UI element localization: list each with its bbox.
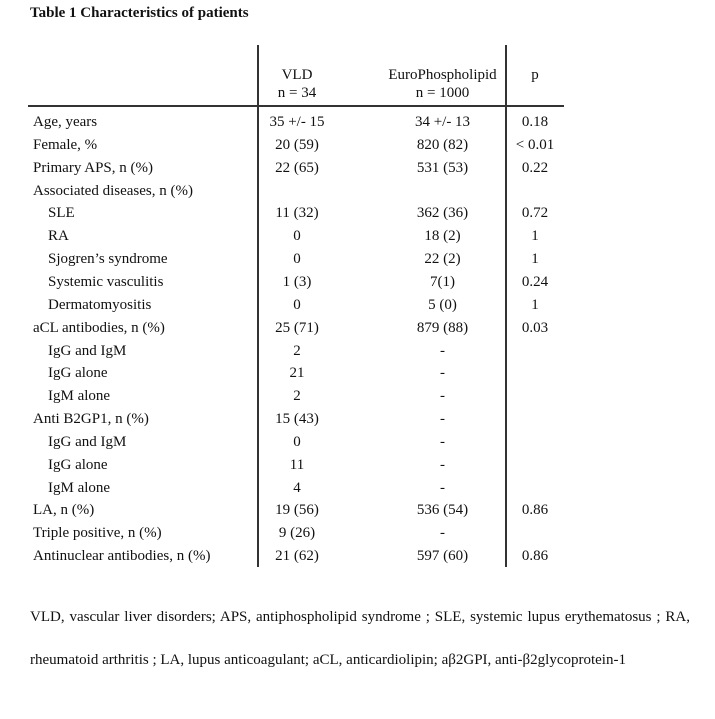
header-p [505,66,565,84]
cell-euro: - [440,525,445,542]
cell-p: 0.86 [521,502,549,519]
header-euro [380,66,505,102]
cell-p: < 0.01 [515,136,555,153]
row-label: aCL antibodies, n (%) [33,319,165,336]
table-row [0,522,600,544]
footnote: VLD, vascular liver disorders; APS, antiphospholipid syndrome ; SLE, systemic lupus erythematosus ; RA, rheumatoid arthritis ; LA, lupus anticoagulant; aCL, anticardiolipin; aβ2GPI, anti-β2glycoprotein-1 [30,609,690,668]
cell-vld: 2 [293,342,301,359]
table-row [0,340,600,362]
row-label: SLE [48,205,75,222]
cell-euro: - [440,342,445,359]
cell-vld: 0 [293,228,301,245]
header-vld [257,66,337,102]
cell-p: 1 [531,296,539,313]
cell-vld: 15 (43) [275,411,319,428]
cell-p: 0.86 [521,548,549,565]
cell-vld: 11 (32) [275,205,319,222]
table-row [0,157,600,179]
cell-p: 0.24 [521,273,549,290]
row-label: Anti B2GP1, n (%) [33,411,149,428]
cell-euro: 820 (82) [416,136,469,153]
cell-vld: 0 [293,433,301,450]
table-row [0,408,600,430]
cell-euro: 34 +/- 13 [414,114,471,130]
row-label: Age, years [33,114,98,130]
cell-euro: 597 (60) [416,548,469,565]
header-p-label: p [531,67,539,83]
cell-p: 1 [531,251,539,268]
cell-p: 0.03 [521,319,549,336]
table-row [0,271,600,293]
row-label: Dermatomyositis [48,296,152,313]
header-vld-label: VLD [281,67,313,83]
cell-euro: - [440,411,445,428]
table-row [0,362,600,384]
table-row [0,317,600,339]
cell-vld: 25 (71) [275,319,319,336]
cell-vld: 35 +/- 15 [269,114,325,130]
row-label: Sjogren’s syndrome [48,251,168,268]
row-label: IgM alone [48,388,111,405]
table-title: Table 1 Characteristics of patients [30,5,249,21]
table-row [0,248,600,270]
row-label: Associated diseases, n (%) [33,182,193,199]
header-euro-n: n = 1000 [415,85,470,101]
cell-vld: 19 (56) [275,502,319,519]
table-row [0,111,600,133]
table-row [0,202,600,224]
cell-euro: 7(1) [430,273,455,290]
cell-vld: 2 [293,388,301,405]
table-row [0,545,600,567]
row-label: IgG alone [48,456,108,473]
row-label: Female, % [33,136,98,153]
cell-vld: 1 (3) [282,273,312,290]
table-row [0,431,600,453]
cell-vld: 0 [293,296,301,313]
table-row [0,294,600,316]
table-row [0,499,600,521]
table-row [0,225,600,247]
cell-p: 0.72 [521,205,549,222]
cell-p: 1 [531,228,539,245]
cell-euro: 536 (54) [416,502,469,519]
cell-vld: 9 (26) [278,525,316,542]
cell-euro: 362 (36) [416,205,469,222]
cell-p: 0.22 [521,159,549,176]
row-label: Triple positive, n (%) [33,525,162,542]
cell-euro: - [440,479,445,496]
cell-vld: 11 [289,456,305,473]
cell-euro: 879 (88) [416,319,469,336]
row-label: IgG and IgM [48,342,127,359]
cell-vld: 21 [289,365,305,382]
row-label: IgM alone [48,479,111,496]
cell-vld: 22 (65) [275,159,319,176]
cell-vld: 21 (62) [275,548,319,565]
cell-euro: - [440,433,445,450]
cell-euro: - [440,365,445,382]
table-row [0,180,600,202]
table-row [0,385,600,407]
cell-euro: 18 (2) [424,228,461,245]
row-label: IgG and IgM [48,433,127,450]
cell-euro: 5 (0) [428,296,457,313]
cell-euro: - [440,456,445,473]
cell-vld: 20 (59) [275,136,319,153]
header-rule [28,105,564,107]
row-label: Systemic vasculitis [48,273,164,290]
cell-euro: 531 (53) [416,159,469,176]
row-label: IgG alone [48,365,108,382]
cell-euro: - [440,388,445,405]
header-vld-n: n = 34 [277,85,317,101]
row-label: Antinuclear antibodies, n (%) [33,548,211,565]
table-row [0,134,600,156]
cell-vld: 4 [293,479,301,496]
header-euro-label: EuroPhospholipid [388,67,497,83]
row-label: RA [48,228,69,245]
row-label: Primary APS, n (%) [33,159,153,176]
cell-p: 0.18 [521,114,549,130]
cell-euro: 22 (2) [424,251,461,268]
cell-vld: 0 [293,251,301,268]
row-label: LA, n (%) [33,502,95,519]
table-row [0,477,600,499]
table-row [0,454,600,476]
